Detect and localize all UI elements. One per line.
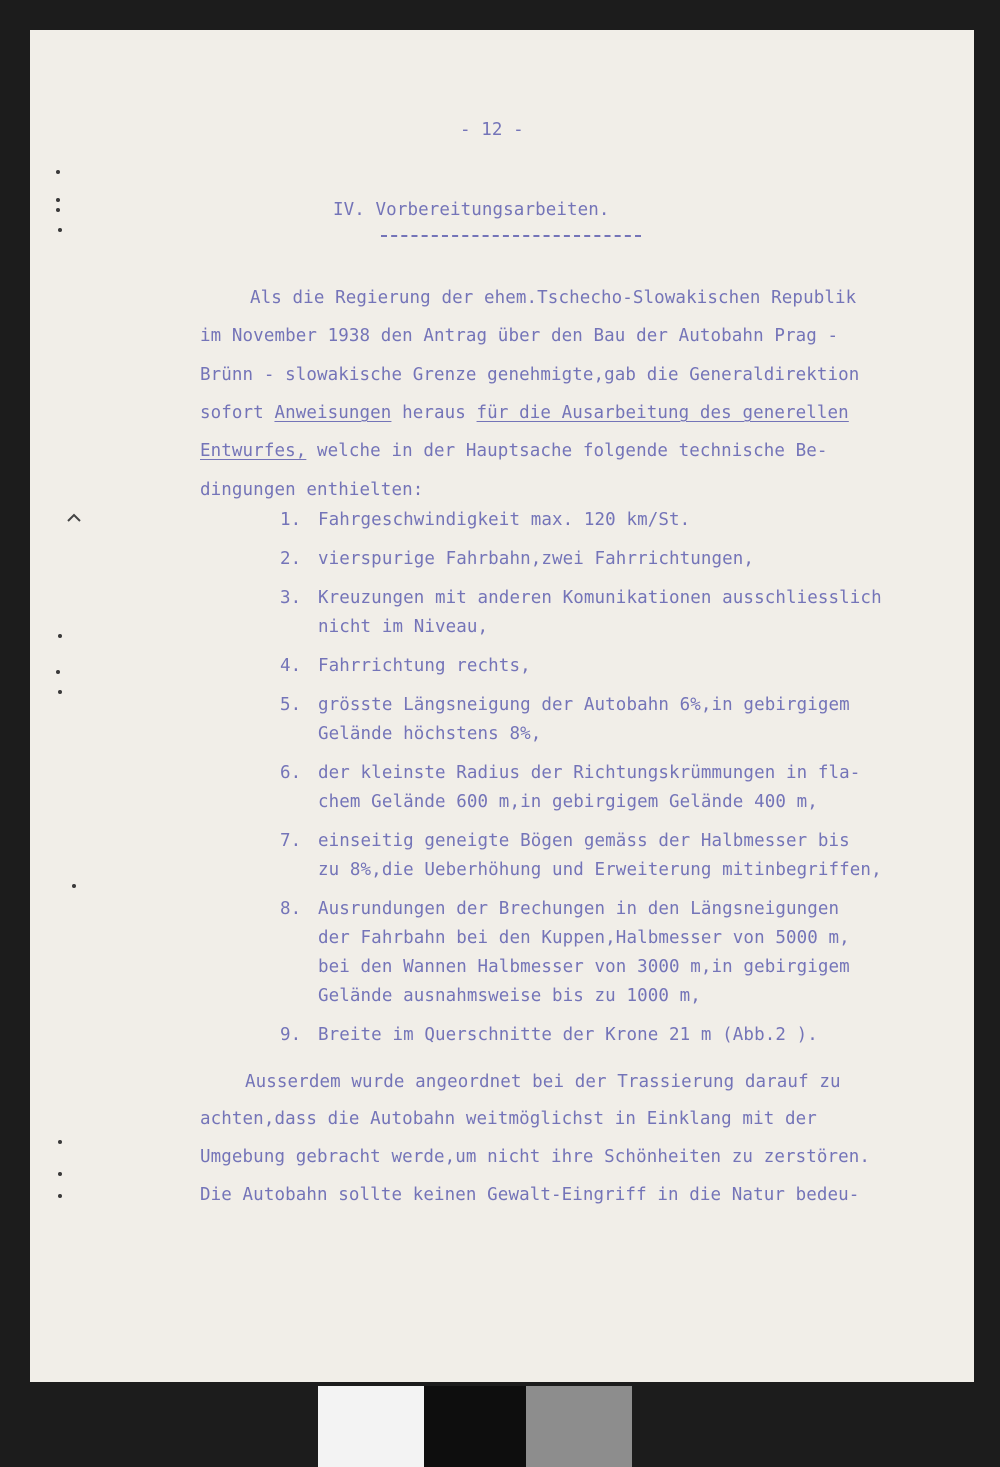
- calibration-gray: [526, 1386, 632, 1467]
- condition-number: 6.: [280, 763, 302, 783]
- margin-speck: [58, 690, 62, 694]
- calibration-white: [318, 1386, 424, 1467]
- condition-number: 5.: [280, 695, 302, 715]
- punch-hole-mark: [66, 513, 82, 523]
- condition-text: Kreuzungen mit anderen Komunikationen ausschliesslich: [318, 588, 882, 608]
- text-line: Als die Regierung der ehem.Tschecho-Slowakischen Republik: [250, 288, 857, 308]
- condition-text: einseitig geneigte Bögen gemäss der Halbmesser bis: [318, 831, 850, 851]
- condition-text: zu 8%,die Ueberhöhung und Erweiterung mitinbegriffen,: [318, 860, 882, 880]
- condition-text: nicht im Niveau,: [318, 617, 489, 637]
- condition-text: Fahrgeschwindigkeit max. 120 km/St.: [318, 510, 691, 530]
- margin-speck: [58, 634, 62, 638]
- margin-speck: [56, 670, 60, 674]
- condition-text: Fahrrichtung rechts,: [318, 656, 531, 676]
- page-number: - 12 -: [460, 120, 524, 140]
- condition-number: 9.: [280, 1025, 302, 1045]
- text-line: Ausserdem wurde angeordnet bei der Trassierung darauf zu: [245, 1072, 841, 1092]
- margin-speck: [58, 1194, 62, 1198]
- condition-text: der Fahrbahn bei den Kuppen,Halbmesser von 5000 m,: [318, 928, 850, 948]
- condition-text: grösste Längsneigung der Autobahn 6%,in gebirgigem: [318, 695, 850, 715]
- condition-number: 7.: [280, 831, 302, 851]
- margin-speck: [72, 884, 76, 888]
- condition-number: 3.: [280, 588, 302, 608]
- condition-text: Gelände höchstens 8%,: [318, 724, 542, 744]
- condition-text: der kleinste Radius der Richtungskrümmungen in fla-: [318, 763, 861, 783]
- margin-speck: [56, 170, 60, 174]
- margin-speck: [56, 198, 60, 202]
- condition-text: Gelände ausnahmsweise bis zu 1000 m,: [318, 986, 701, 1006]
- condition-number: 1.: [280, 510, 302, 530]
- text-line-underlined: sofort Anweisungen heraus für die Ausarbeitung des generellen: [200, 403, 849, 423]
- text-line: Umgebung gebracht werde,um nicht ihre Schönheiten zu zerstören.: [200, 1147, 871, 1167]
- calibration-black: [424, 1386, 526, 1467]
- margin-speck: [58, 1172, 62, 1176]
- margin-speck: [58, 1140, 62, 1144]
- condition-text: chem Gelände 600 m,in gebirgigem Gelände 400 m,: [318, 792, 818, 812]
- text-line: Die Autobahn sollte keinen Gewalt-Eingriff in die Natur bedeu-: [200, 1185, 860, 1205]
- text-line: Brünn - slowakische Grenze genehmigte,gab die Generaldirektion: [200, 365, 860, 385]
- text-line: im November 1938 den Antrag über den Bau der Autobahn Prag -: [200, 326, 839, 346]
- condition-text: Ausrundungen der Brechungen in den Längsneigungen: [318, 899, 840, 919]
- heading-underline: [381, 235, 641, 237]
- condition-number: 2.: [280, 549, 302, 569]
- condition-text: Breite im Querschnitte der Krone 21 m (Abb.2 ).: [318, 1025, 818, 1045]
- margin-speck: [58, 228, 62, 232]
- margin-speck: [56, 208, 60, 212]
- document-page: [30, 30, 974, 1382]
- text-line: dingungen enthielten:: [200, 480, 424, 500]
- condition-number: 4.: [280, 656, 302, 676]
- text-line-underlined: Entwurfes, welche in der Hauptsache folgende technische Be-: [200, 441, 828, 461]
- text-line: achten,dass die Autobahn weitmöglichst in Einklang mit der: [200, 1109, 817, 1129]
- condition-text: vierspurige Fahrbahn,zwei Fahrrichtungen,: [318, 549, 755, 569]
- condition-text: bei den Wannen Halbmesser von 3000 m,in gebirgigem: [318, 957, 850, 977]
- section-heading: IV. Vorbereitungsarbeiten.: [333, 200, 610, 220]
- condition-number: 8.: [280, 899, 302, 919]
